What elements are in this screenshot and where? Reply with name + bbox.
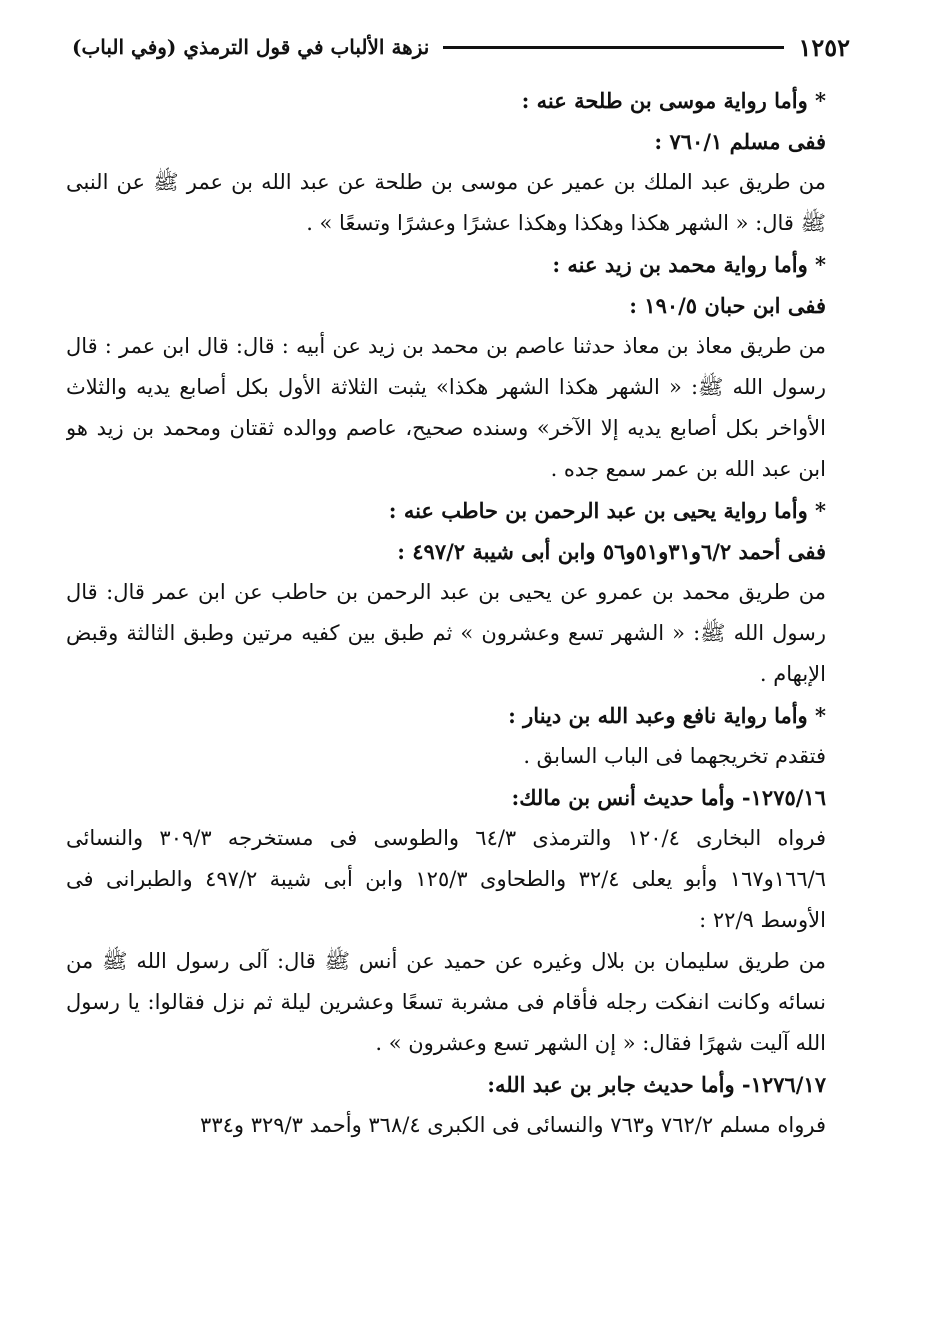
section-heading: * وأما رواية محمد بن زيد عنه : <box>552 252 826 277</box>
hadith-heading: ١٢٧٦/١٧- وأما حديث جابر بن عبد الله: <box>487 1072 826 1097</box>
text-paragraph: فرواه مسلم ٧٦٢/٢ و٧٦٣ والنسائى فى الكبرى ٣٦٨/٤ وأحمد ٣٢٩/٣ و٣٣٤ <box>200 1113 826 1137</box>
text-paragraph: من طريق سليمان بن بلال وغيره عن حميد عن أنس ﷺ قال: آلى رسول الله ﷺ من نسائه وكانت انفكت رجله فأقام فى مشربة تسعًا وعشرين ليلة ثم نزل فقالوا: يا رسول الله آليت شهرًا فقال: « إن الشهر تسع وعشرون » . <box>66 949 826 1055</box>
text-paragraph: من طريق محمد بن عمرو عن يحيى بن عبد الرحمن بن حاطب عن ابن عمر قال: قال رسول الله ﷺ: « الشهر تسع وعشرون » ثم طبق بين كفيه مرتين وطبق الثالثة وقبض الإبهام . <box>66 580 826 686</box>
section-heading: * وأما رواية نافع وعبد الله بن دينار : <box>508 703 826 728</box>
text-paragraph: من طريق عبد الملك بن عمير عن موسى بن طلحة عن عبد الله بن عمر ﷺ عن النبى ﷺ قال: « الشهر هكذا وهكذا وهكذا عشرًا وعشرًا وتسعًا » . <box>66 170 826 235</box>
text-paragraph: فتقدم تخريجهما فى الباب السابق . <box>523 744 826 768</box>
page-header <box>72 30 850 64</box>
hadith-heading: ١٢٧٥/١٦- وأما حديث أنس بن مالك: <box>511 785 826 810</box>
page-number: ١٢٥٢ <box>798 32 850 62</box>
source-line: ففى مسلم ٧٦٠/١ : <box>654 129 826 154</box>
page-body <box>66 80 860 1296</box>
running-title: نزهة الألباب في قول الترمذي (وفي الباب) <box>72 35 430 59</box>
section-heading: * وأما رواية يحيى بن عبد الرحمن بن حاطب عنه : <box>388 498 826 523</box>
text-paragraph: من طريق معاذ بن معاذ حدثنا عاصم بن محمد بن زيد عن أبيه : قال: قال ابن عمر : قال رسول الله ﷺ: « الشهر هكذا الشهر هكذا» يثبت الثلاثة الأول بكل أصابع يديه والثلاث الأواخر بكل أصابع يديه إلا الآخر» وسنده صحيح، عاصم ووالده ثقتان ومحمد بن زيد هو ابن عبد الله بن عمر سمع جده . <box>66 334 826 481</box>
text-paragraph: فرواه البخارى ١٢٠/٤ والترمذى ٦٤/٣ والطوسى فى مستخرجه ٣٠٩/٣ والنسائى ١٦٦/٦و١٦٧ وأبو يعلى ٣٢/٤ والطحاوى ١٢٥/٣ وابن أبى شيبة ٤٩٧/٢ والطبرانى فى الأوسط ٢٢/٩ : <box>66 826 827 932</box>
source-line: ففى أحمد ٦/٢و٣١و٥١و٥٦ وابن أبى شيبة ٤٩٧/٢ : <box>397 539 826 564</box>
header-rule <box>443 46 784 49</box>
section-heading: * وأما رواية موسى بن طلحة عنه : <box>521 88 826 113</box>
source-line: ففى ابن حبان ١٩٠/٥ : <box>629 293 826 318</box>
